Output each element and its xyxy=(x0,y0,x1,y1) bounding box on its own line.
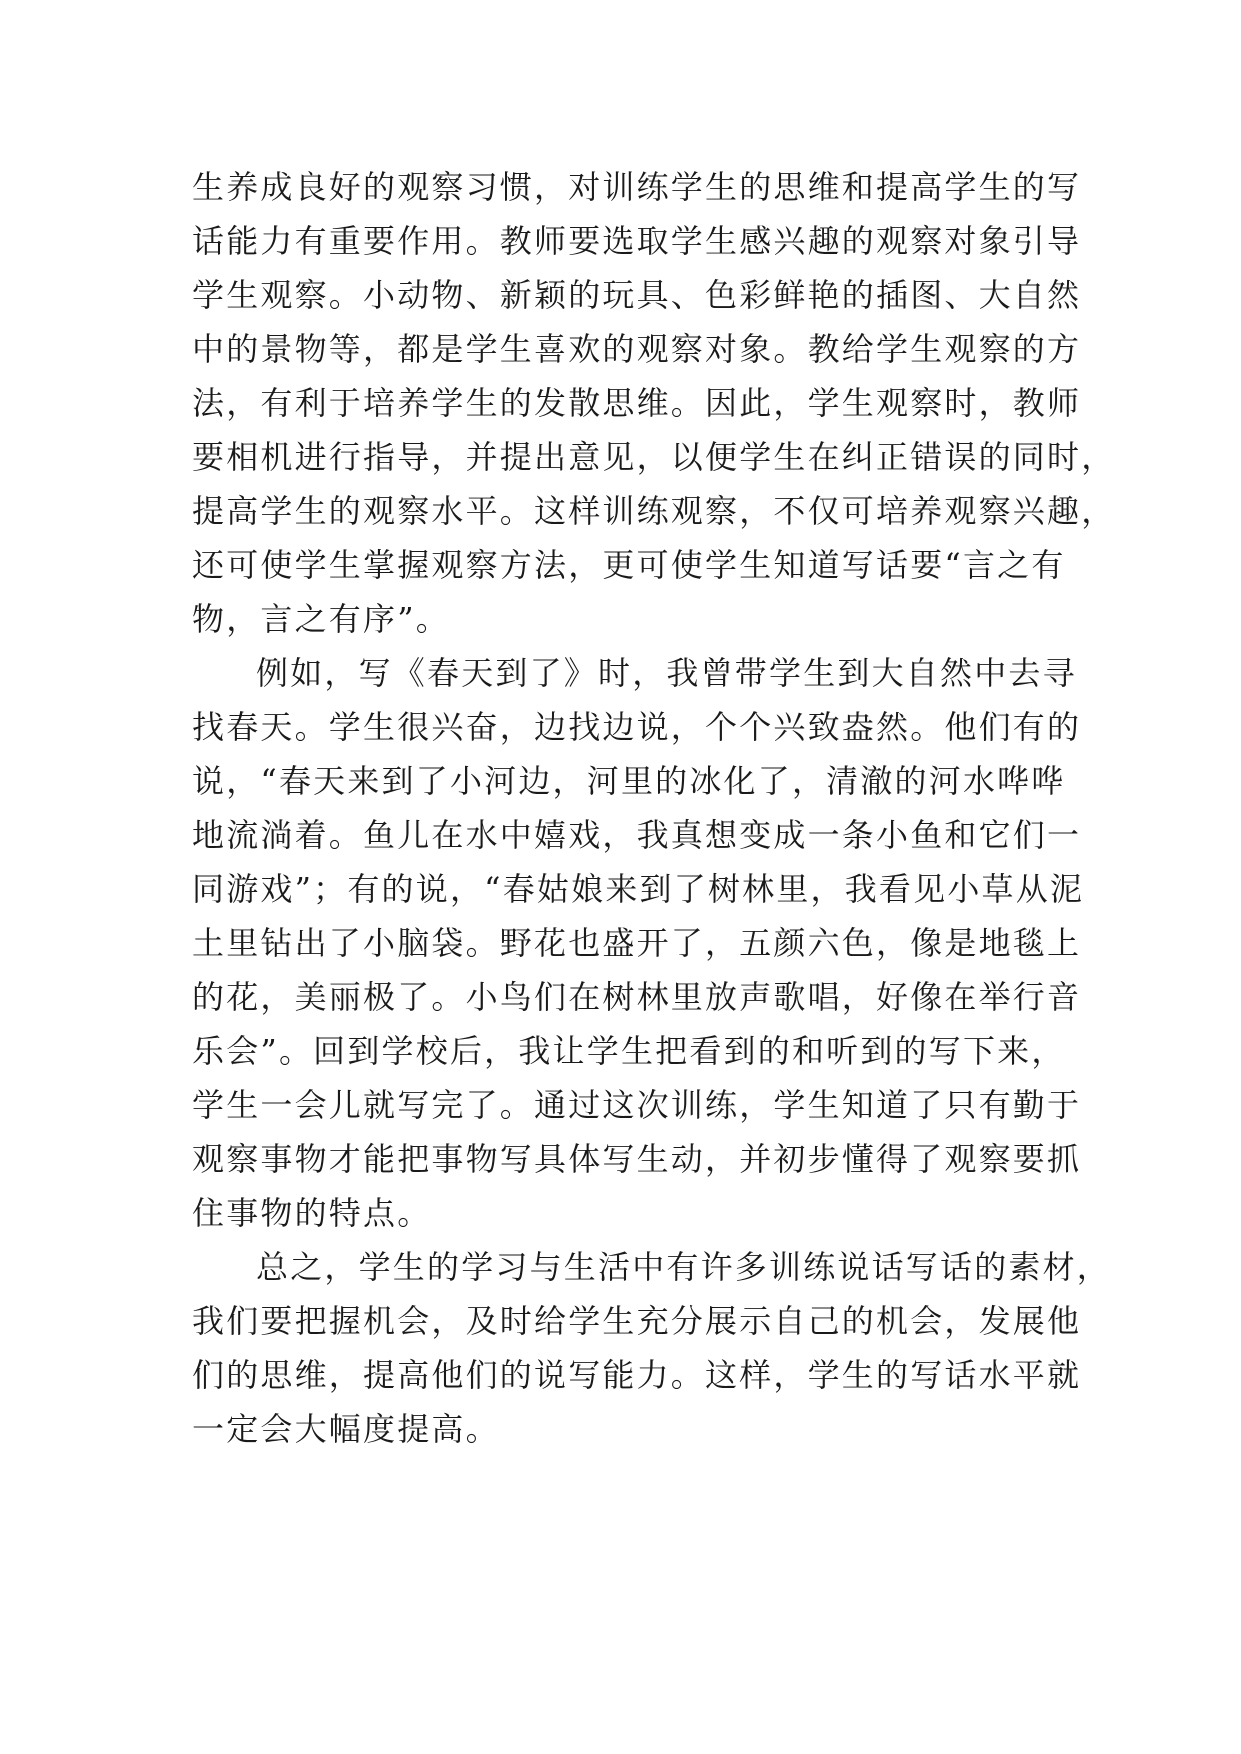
text-line: 提高学生的观察水平。这样训练观察，不仅可培养观察兴趣， xyxy=(192,492,1116,530)
text-line: 法，有利于培养学生的发散思维。因此，学生观察时，教师 xyxy=(192,384,1082,422)
text-line: 要相机进行指导，并提出意见，以便学生在纠正错误的同时， xyxy=(192,438,1116,476)
text-line: 们的思维，提高他们的说写能力。这样，学生的写话水平就 xyxy=(192,1356,1082,1394)
text-line: 学生一会儿就写完了。通过这次训练，学生知道了只有勤于 xyxy=(192,1086,1082,1124)
text-line: 一定会大幅度提高。 xyxy=(192,1410,500,1448)
text-line: 同游戏”；有的说，“春姑娘来到了树林里，我看见小草从泥 xyxy=(192,870,1085,908)
text-line: 生养成良好的观察习惯，对训练学生的思维和提高学生的写 xyxy=(192,168,1082,206)
text-line: 住事物的特点。 xyxy=(192,1194,432,1232)
text-line: 土里钻出了小脑袋。野花也盛开了，五颜六色，像是地毯上 xyxy=(192,924,1082,962)
text-line: 总之，学生的学习与生活中有许多训练说话写话的素材， xyxy=(256,1248,1112,1286)
text-line: 乐会”。回到学校后，我让学生把看到的和听到的写下来， xyxy=(192,1032,1066,1070)
paragraph-1 xyxy=(192,160,1116,646)
text-line: 例如，写《春天到了》时，我曾带学生到大自然中去寻 xyxy=(256,654,1077,692)
text-line: 找春天。学生很兴奋，边找边说，个个兴致盎然。他们有的 xyxy=(192,708,1082,746)
text-line: 学生观察。小动物、新颖的玩具、色彩鲜艳的插图、大自然 xyxy=(192,276,1082,314)
text-line: 我们要把握机会，及时给学生充分展示自己的机会，发展他 xyxy=(192,1302,1082,1340)
text-line: 中的景物等，都是学生喜欢的观察对象。教给学生观察的方 xyxy=(192,330,1082,368)
paragraph-3 xyxy=(192,1240,1112,1456)
text-line: 还可使学生掌握观察方法，更可使学生知道写话要“言之有 xyxy=(192,546,1066,584)
text-line: 话能力有重要作用。教师要选取学生感兴趣的观察对象引导 xyxy=(192,222,1082,260)
text-line: 地流淌着。鱼儿在水中嬉戏，我真想变成一条小鱼和它们一 xyxy=(192,816,1082,854)
text-line: 观察事物才能把事物写具体写生动，并初步懂得了观察要抓 xyxy=(192,1140,1082,1178)
text-line: 的花，美丽极了。小鸟们在树林里放声歌唱，好像在举行音 xyxy=(192,978,1082,1016)
paragraph-2 xyxy=(192,646,1085,1240)
document-body xyxy=(192,160,1116,1456)
text-line: 说，“春天来到了小河边，河里的冰化了，清澈的河水哗哗 xyxy=(192,762,1066,800)
text-line: 物，言之有序”。 xyxy=(192,600,450,638)
